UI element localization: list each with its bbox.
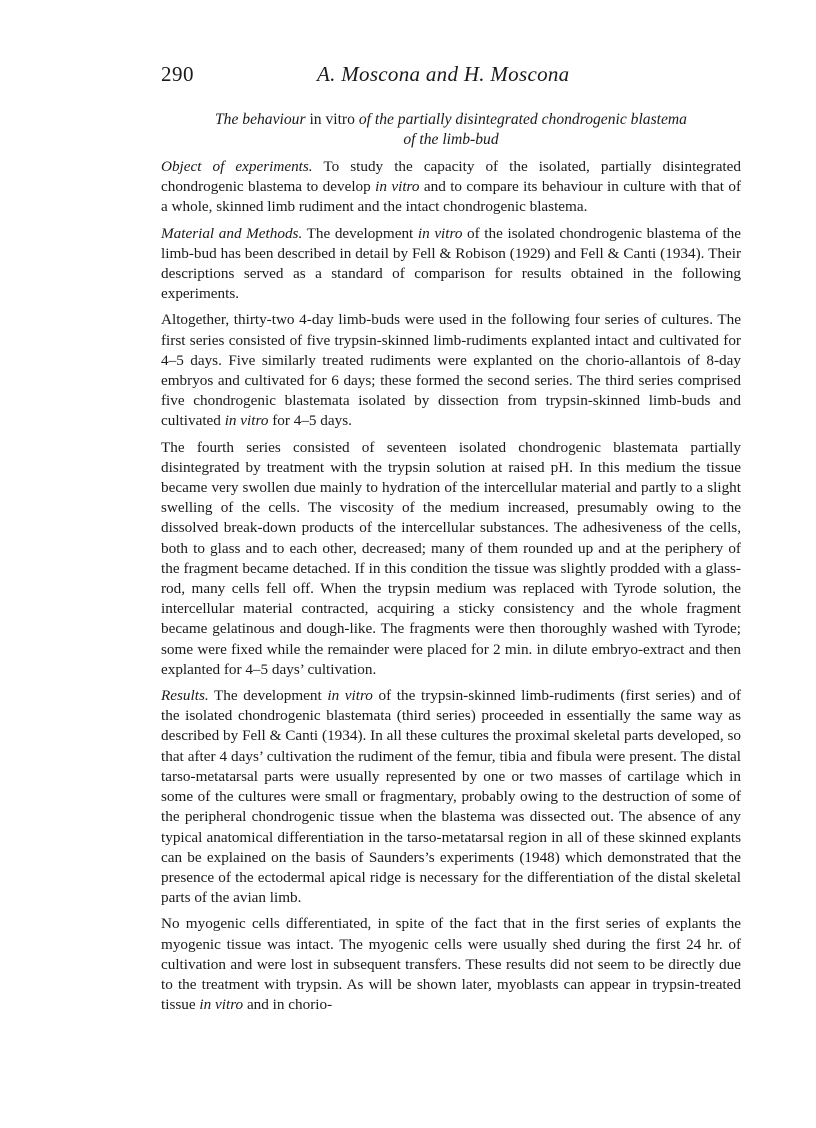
paragraph-text: The development: [302, 224, 418, 242]
paragraph-object-of-experiments: [161, 157, 741, 218]
paragraph-myogenic: [161, 914, 741, 1015]
paragraph-material-and-methods: [161, 224, 741, 305]
paragraph-text: for 4–5 days.: [268, 412, 352, 430]
running-head: A. Moscona and H. Moscona: [317, 62, 570, 86]
paragraph-results: [161, 686, 741, 908]
paragraph-text: of the trypsin-skinned limb-rudiments (first series) and of the isolated chondrogenic blastemata (third series) proceeded in essentially the same way as described by Fell & Canti (1934). In all these cultures the proximal skeletal parts developed, so that after 4 days’ cultivation the rudiment of the femur, tibia and fibula were present. The distal tarso-metatarsal parts were usually represented by one or two masses of cartilage which in some of the cultures were small or fragmentary, probably owing to the destruction of some of the peripheral chondrogenic tissue when the blastema was dissected out. The absence of any typical anatomical differentiation in the tarso-metatarsal region in all of these skinned explants can be explained on the basis of Saunders’s experiments (1948) which demonstrated that the presence of the ectodermal apical ridge is necessary for the differentiation of the distal skeletal parts of the avian limb.: [161, 687, 741, 907]
italic-term: in vitro: [417, 224, 463, 242]
paragraph-fourth-series: [161, 438, 741, 680]
page-number: 290: [161, 62, 194, 86]
paragraph-text: Altogether, thirty-two 4-day limb-buds were used in the following four series of cultures. The first series consisted of five trypsin-skinned limb-rudiments explanted intact and cultivated for 4–5 days. Five similarly treated rudiments were explanted on the chorio-allantois of 8-day embryos and cultivated for 6 days; these formed the second series. The third series comprised five chondrogenic blastemata isolated by dissection from trypsin-skinned limb-buds and cultivated: [161, 311, 741, 430]
paragraph-text: The fourth series consisted of seventeen isolated chondrogenic blastemata partially disintegrated by treatment with the trypsin solution at raised pH. In this medium the tissue became very swollen due mainly to hydration of the intercellular material and partly to a slight swelling of the cells. The viscosity of the medium increased, presumably owing to the dissolved break-down products of the intercellular substances. The adhesiveness of the cells, both to glass and to each other, decreased; many of them rounded up and at the periphery of the fragment became detached. If in this condition the tissue was slightly prodded with a glass-rod, many cells fell off. When the trypsin medium was replaced with Tyrode solution, the intercellular material contracted, acquiring a sticky consistency and the whole fragment became gelatinous and dough-like. The fragments were then thoroughly washed with Tyrode; some were fixed while the remainder were placed for 2 min. in dilute embryo-extract and then explanted for 4–5 days’ cultivation.: [161, 438, 741, 678]
paragraph-text: of the isolated chondrogenic blastema of the limb-bud has been described in detail by Fell & Robison (1929) and Fell & Canti (1934). Their descriptions served as a standard of comparison for results obtained in the following experiments.: [161, 224, 742, 303]
section-title-part2: of the partially disintegrated chondrogenic blastema: [358, 111, 687, 128]
italic-term: in vitro: [199, 996, 244, 1014]
section-title-in-vitro: in vitro: [309, 111, 355, 128]
paragraph-text: and to compare its behaviour in culture with that of a whole, skinned limb rudiment and the intact chondrogenic blastema.: [161, 178, 742, 216]
italic-term: in vitro: [327, 687, 373, 705]
paragraph-series-overview: [161, 310, 741, 431]
paragraph-text: To study the capacity of the isolated, partially disintegrated chondrogenic blastema to develop: [161, 158, 741, 196]
paragraph-text: No myogenic cells differentiated, in spite of the fact that in the first series of explants the myogenic tissue was intact. The myogenic cells were usually shed during the first 24 hr. of cultivation and were lost in subsequent transfers. These results did not seem to be directly due to the treatment with trypsin. As will be shown later, myoblasts can appear in trypsin-treated tissue: [161, 915, 741, 1014]
page-header: [161, 62, 741, 92]
italic-term: in vitro: [224, 412, 269, 430]
italic-term: in vitro: [375, 178, 420, 196]
run-in-heading: Object of experiments.: [161, 158, 313, 175]
run-in-heading: Results.: [161, 687, 209, 705]
paragraph-text: The development: [208, 687, 328, 705]
section-title-part1: The behaviour: [215, 111, 306, 128]
paragraph-text: and in chorio-: [243, 996, 333, 1014]
body-text: [161, 157, 741, 1015]
run-in-heading: Material and Methods.: [161, 224, 303, 242]
section-title: [161, 110, 741, 150]
section-title-line2: of the limb-bud: [403, 131, 499, 148]
